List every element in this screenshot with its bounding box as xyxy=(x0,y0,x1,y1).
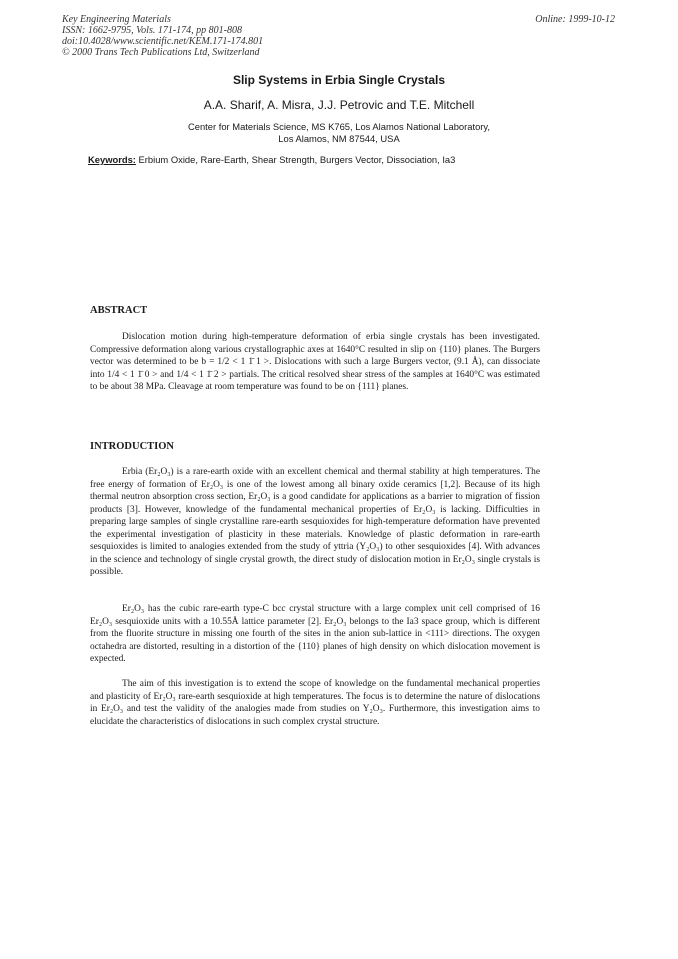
affiliation-line-1: Center for Materials Science, MS K765, Los Alamos National Laboratory, xyxy=(187,121,491,132)
keywords-label: Keywords: xyxy=(88,154,136,165)
abstract-heading: ABSTRACT xyxy=(90,305,148,316)
intro-paragraph-1: Erbia (Er₂O₃) is a rare-earth oxide with an excellent chemical and thermal stability at high temperatures. The free energy of formation of Er₂O₃ is one of the lowest among all binary oxide ceramics [1,2]. Because of its high thermal neutron absorption cross section, Er₂O₃ is a good candidate for applications as a barrier to migration of fission products [3]. However, knowledge of the fundamental mechanical properties of Er₂O₃ is lacking. Difficulties in preparing large samples of single crystalline rare-earth sesquioxides for high-temperature deformation have prevented the experimental investigation of plasticity in these materials. Knowledge of plastic deformation in rare-earth sesquioxides is limited to analogies extended from the study of yttria (Y₂O₃) to other sesquioxides [4]. With advances in the science and technology of single crystal growth, the direct study of dislocation motion in Er₂O₃ single crystals is possible. xyxy=(90,467,540,577)
author-list: A.A. Sharif, A. Misra, J.J. Petrovic and T.E. Mitchell xyxy=(203,98,475,112)
intro-paragraph-3: The aim of this investigation is to extend the scope of knowledge on the fundamental mechanical properties and plasticity of Er₂O₃ rare-earth sesquioxide at high temperatures. The focus is to determine the nature of dislocations in Er₂O₃ and test the validity of the analogies made from studies on Y₂O₃. Furthermore, this investigation aims to elucidate the characteristics of dislocations in such complex crystal structure. xyxy=(90,679,540,727)
issn-line: ISSN: 1662-9795, Vols. 171-174, pp 801-808 xyxy=(62,25,242,36)
journal-header xyxy=(62,14,263,58)
affiliation xyxy=(0,121,678,144)
doi-line: doi:10.4028/www.scientific.net/KEM.171-174.801 xyxy=(62,36,264,47)
paper-title: Slip Systems in Erbia Single Crystals xyxy=(232,73,446,87)
abstract-text: Dislocation motion during high-temperature deformation of erbia single crystals has been investigated. Compressive deformation along various crystallographic axes at 1640°C resulted in slip on {110} planes. The Burgers vector was determined to be b = 1/2 < 1 1̄ 1 >. Dislocations with such a large Burgers vector, (9.1 Å), can dissociate into 1/4 < 1 1̄ 0 > and 1/4 < 1 1̄ 2 > partials. The critical resolved shear stress of the samples at 1640°C was estimated to be about 38 MPa. Cleavage at room temperature was found to be on {111} planes. xyxy=(90,332,540,392)
intro-paragraph-2: Er₂O₃ has the cubic rare-earth type-C bcc crystal structure with a large complex unit cell comprised of 16 Er₂O₃ sesquioxide units with a 10.55Å lattice parameter [2]. Er₂O₃ belongs to the Ia3 space group, which is different from the fluorite structure in missing one fourth of the sites in the anion sub-lattice in <111> directions. The oxygen octahedra are distorted, resulting in a distortion of the {110} planes of high density on which dislocation movement is expected. xyxy=(90,604,540,664)
online-date: Online: 1999-10-12 xyxy=(535,14,615,25)
journal-name: Key Engineering Materials xyxy=(62,14,171,25)
affiliation-line-2: Los Alamos, NM 87544, USA xyxy=(278,132,400,144)
copyright-line: © 2000 Trans Tech Publications Ltd, Switzerland xyxy=(62,47,260,58)
introduction-heading: INTRODUCTION xyxy=(90,441,175,452)
keywords-text: Erbium Oxide, Rare-Earth, Shear Strength, Burgers Vector, Dissociation, Ia3 xyxy=(138,154,456,165)
keywords xyxy=(88,154,608,165)
